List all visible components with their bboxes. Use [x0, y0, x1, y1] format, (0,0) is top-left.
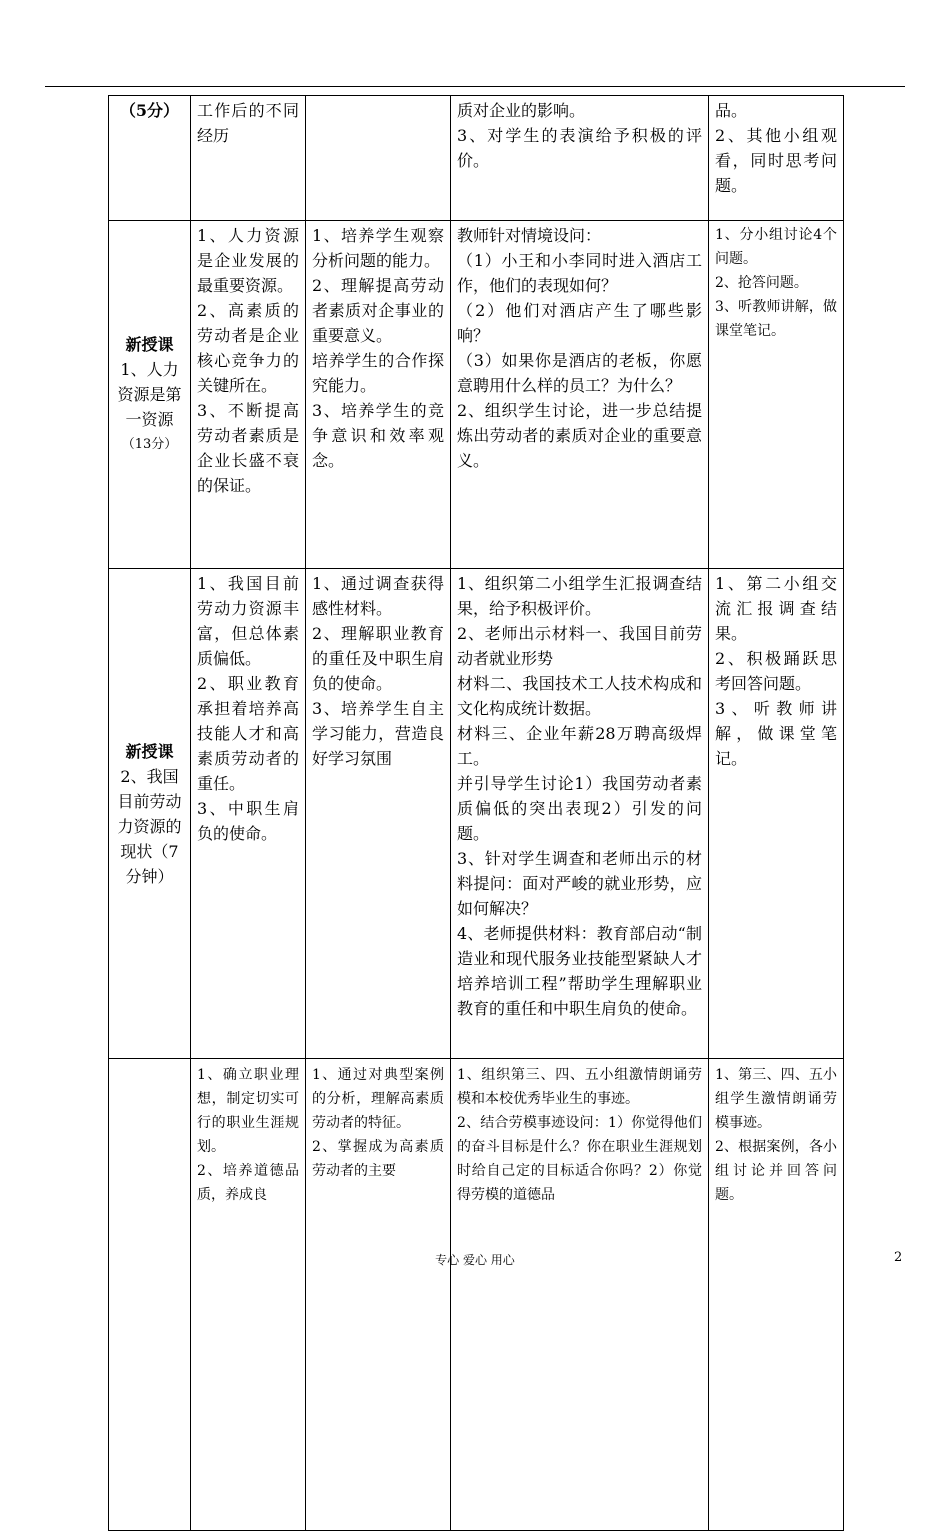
student-activity-item: 2、积极踊跃思考回答问题。: [715, 649, 837, 693]
student-activity-item: 1、第三、四、五小组学生激情朗诵劳模事迹。: [715, 1067, 837, 1131]
content-item: 3、不断提高劳动者素质是企业长盛不衰的保证。: [197, 401, 299, 495]
content-cell: [191, 1059, 306, 1531]
stage-cell: [109, 1059, 191, 1531]
goal-item: 2、掌握成为高素质劳动者的主要: [312, 1139, 444, 1179]
teacher-activity-item: 2、老师出示材料一、我国目前劳动者就业形势: [457, 624, 702, 668]
student-activity-cell: [709, 1059, 844, 1531]
goal-item: 2、理解提高劳动者素质对企事业的重要意义。: [312, 276, 444, 345]
content-item: 2、职业教育承担着培养高技能人才和高素质劳动者的重任。: [197, 674, 299, 793]
teacher-activity-item: 1、组织第二小组学生汇报调查结果，给予积极评价。: [457, 574, 702, 618]
student-activity-cell: [709, 96, 844, 221]
student-activity-item: 3、听教师讲解，做课堂笔记。: [715, 299, 837, 339]
stage-title: 新授课: [125, 741, 174, 761]
teacher-activity-cell: [451, 569, 709, 1059]
footer-motto: 专心 爱心 用心: [435, 1253, 515, 1267]
teacher-activity-item: 2、结合劳模事迹设问：1）你觉得他们的奋斗目标是什么？你在职业生涯规划时给自己定的目标适合你吗？2）你觉得劳模的道德品: [457, 1115, 702, 1203]
student-activity-item: 1、第二小组交流汇报调查结果。: [715, 574, 837, 643]
teacher-activity-cell: [451, 1059, 709, 1531]
goal-cell: [306, 221, 451, 569]
teacher-activity-item: 2、组织学生讨论，进一步总结提炼出劳动者的素质对企业的重要意义。: [457, 401, 702, 470]
teacher-activity-item: 3、针对学生调查和老师出示的材料提问：面对严峻的就业形势，应如何解决？: [457, 849, 702, 918]
teacher-activity-item: 3、对学生的表演给予积极的评价。: [457, 126, 702, 170]
stage-cell: [109, 221, 191, 569]
lesson-plan-table: [108, 95, 844, 1531]
content-cell: [191, 96, 306, 221]
content-item: 1、确立职业理想，制定切实可行的职业生涯规划。: [197, 1067, 299, 1155]
goal-item: 1、通过对典型案例的分析，理解高素质劳动者的特征。: [312, 1067, 444, 1131]
content-item: 工作后的不同经历: [197, 101, 299, 145]
goal-cell: [306, 569, 451, 1059]
content-item: 2、培养道德品质，养成良: [197, 1163, 299, 1203]
table-row: [109, 96, 844, 221]
student-activity-item: 2、根据案例，各小组讨论并回答问题。: [715, 1139, 837, 1203]
table-row: [109, 221, 844, 569]
teacher-activity-item: （2）他们对酒店产生了哪些影响？: [457, 301, 702, 345]
stage-topic: 2、我国目前劳动力资源的现状（7分钟）: [117, 766, 182, 886]
teacher-activity-item: 教师针对情境设问：: [457, 226, 602, 245]
stage-topic: 1、人力资源是第一资源: [117, 360, 182, 429]
goal-cell: [306, 1059, 451, 1531]
content-item: 1、人力资源是企业发展的最重要资源。: [197, 226, 299, 295]
teacher-activity-item: 1、组织第三、四、五小组激情朗诵劳模和本校优秀毕业生的事迹。: [457, 1067, 702, 1107]
goal-item: 2、理解职业教育的重任及中职生肩负的使命。: [312, 624, 444, 693]
stage-duration: （13分）: [121, 437, 178, 452]
content-item: 1、我国目前劳动力资源丰富，但总体素质偏低。: [197, 574, 299, 668]
stage-cell: [109, 96, 191, 221]
teacher-activity-cell: [451, 221, 709, 569]
content-cell: [191, 569, 306, 1059]
teacher-activity-item: 并引导学生讨论1）我国劳动者素质偏低的突出表现2）引发的问题。: [457, 774, 702, 843]
page-number: 2: [894, 1250, 903, 1265]
teacher-activity-item: 4、老师提供材料：教育部启动“制造业和现代服务业技能型紧缺人才培养培训工程”帮助学生理解职业教育的重任和中职生肩负的使命。: [457, 924, 702, 1018]
student-activity-cell: [709, 569, 844, 1059]
goal-cell: [306, 96, 451, 221]
content-item: 2、高素质的劳动者是企业核心竞争力的关键所在。: [197, 301, 299, 395]
header-rule: [45, 86, 905, 87]
teacher-activity-item: 材料二、我国技术工人技术构成和文化构成统计数据。: [457, 674, 702, 718]
table-row: [109, 1059, 844, 1531]
student-activity-cell: [709, 221, 844, 569]
teacher-activity-item: （1）小王和小李同时进入酒店工作，他们的表现如何？: [457, 251, 702, 295]
teacher-activity-item: （3）如果你是酒店的老板，你愿意聘用什么样的员工？为什么？: [457, 351, 702, 395]
student-activity-item: 3、听教师讲解，做课堂笔记。: [715, 699, 837, 768]
goal-item: 培养学生的合作探究能力。: [312, 351, 444, 395]
student-activity-item: 1、分小组讨论4个问题。: [715, 227, 837, 267]
teacher-activity-cell: [451, 96, 709, 221]
stage-title: 新授课: [125, 335, 174, 354]
content-item: 3、中职生肩负的使命。: [197, 799, 299, 843]
goal-item: 3、培养学生的竞争意识和效率观念。: [312, 401, 444, 470]
student-activity-item: 2、抢答问题。: [715, 275, 808, 291]
stage-cell: [109, 569, 191, 1059]
table-row: [109, 569, 844, 1059]
teacher-activity-item: 材料三、企业年薪28万聘高级焊工。: [457, 724, 702, 768]
stage-title: （5分）: [119, 101, 180, 120]
student-activity-item: 2、其他小组观看，同时思考问题。: [715, 126, 837, 195]
student-activity-item: 品。: [715, 101, 748, 120]
goal-item: 1、通过调查获得感性材料。: [312, 574, 444, 618]
goal-item: 3、培养学生自主学习能力，营造良好学习氛围: [312, 699, 444, 768]
content-cell: [191, 221, 306, 569]
teacher-activity-item: 质对企业的影响。: [457, 101, 586, 120]
goal-item: 1、培养学生观察分析问题的能力。: [312, 226, 444, 270]
